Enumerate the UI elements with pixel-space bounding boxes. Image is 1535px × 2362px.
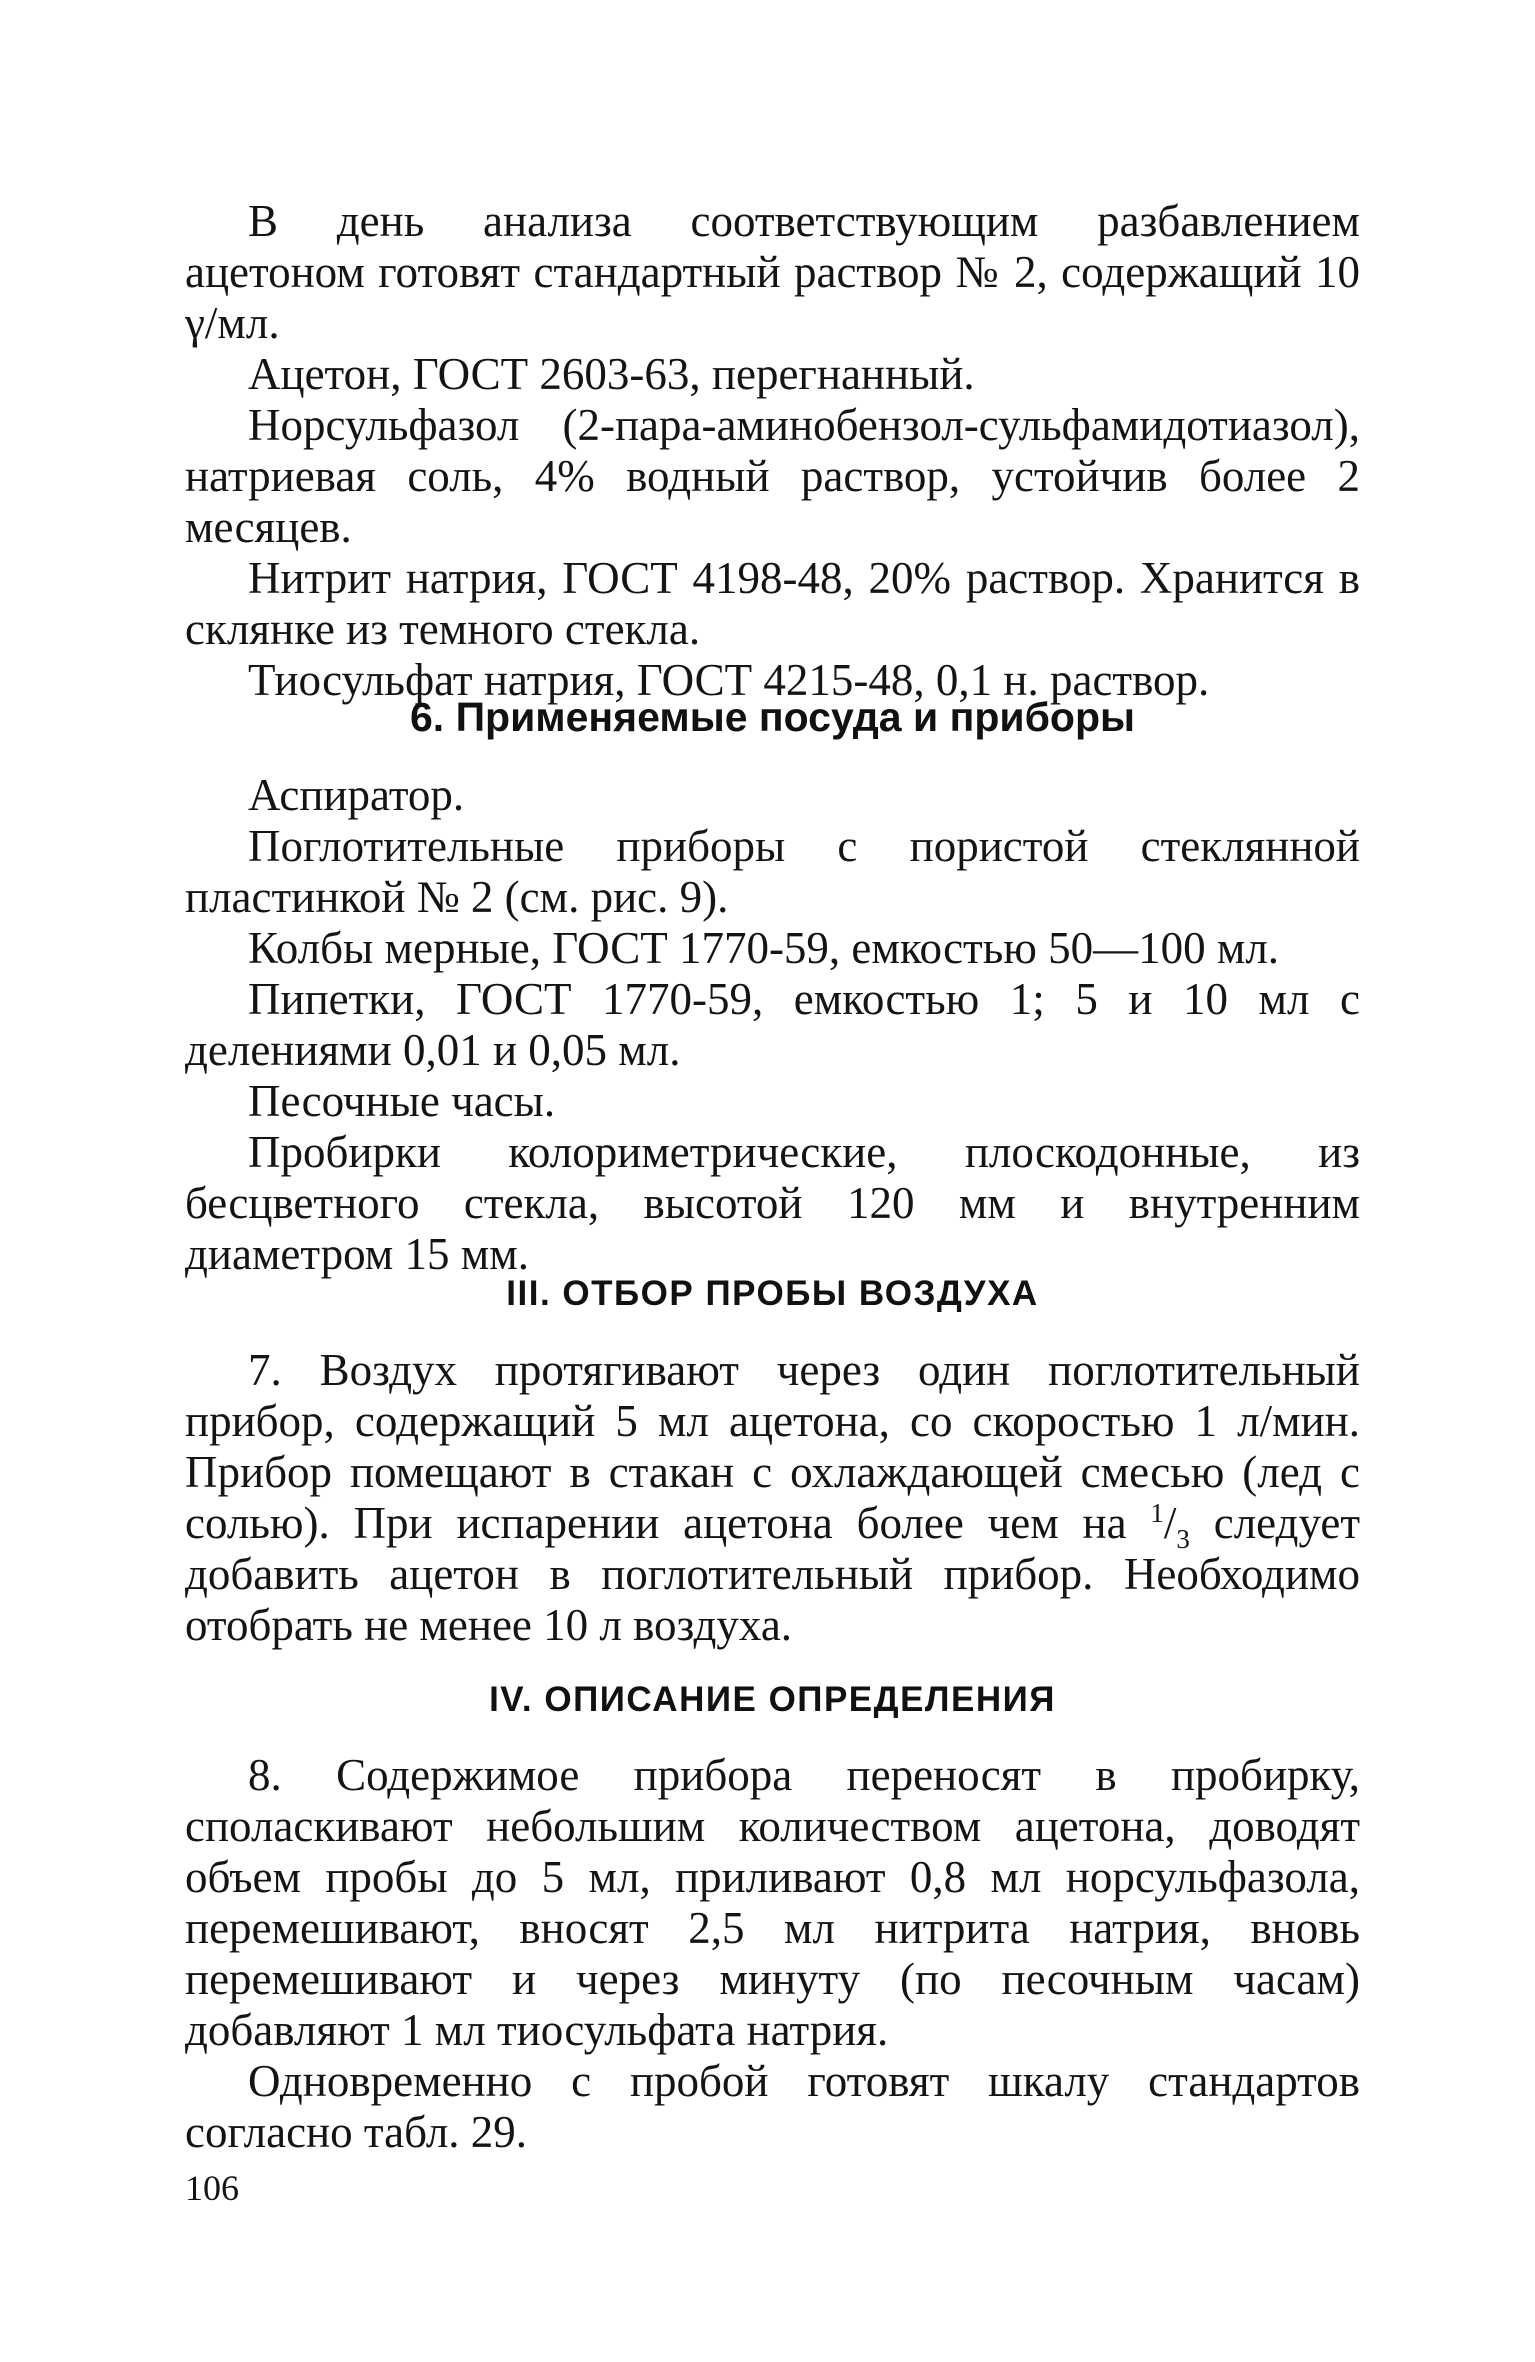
equipment-item: Пробирки колориметрические, плоскодонные, из бесцветного стекла, высотой 120 мм и внутренним диаметром 15 мм. <box>185 1127 1360 1279</box>
fraction-denominator: 3 <box>1176 1524 1190 1554</box>
paragraph-sodium-nitrite: Нитрит натрия, ГОСТ 4198-48, 20% раствор. Хранится в склянке из темного стекла. <box>185 553 1360 654</box>
section-4-heading-wrap <box>185 1678 1360 1722</box>
reagents-block <box>185 196 1360 706</box>
air-sampling-block <box>185 1345 1360 1651</box>
section-4-heading: IV. ОПИСАНИЕ ОПРЕДЕЛЕНИЯ <box>489 1680 1056 1719</box>
equipment-item: Пипетки, ГОСТ 1770-59, емкостью 1; 5 и 10 мл с делениями 0,01 и 0,05 мл. <box>185 974 1360 1075</box>
section-6-heading-wrap <box>185 693 1360 741</box>
fraction-numerator: 1 <box>1150 1498 1164 1528</box>
equipment-list <box>185 770 1360 1280</box>
paragraph-7: 7. Воздух протягивают через один поглотительный прибор, содержащий 5 мл ацетона, со скоростью 1 л/мин. Прибор помещают в стакан с охлаждающей смесью (лед с солью). При испарении ацетона более чем на $^1/_3$ следует добавить ацетон в поглотительный прибор. Необходимо отобрать не менее 10 л воздуха. <box>185 1345 1360 1650</box>
equipment-item: Аспиратор. <box>248 770 465 820</box>
page-number: 106 <box>185 2168 239 2208</box>
equipment-item: Песочные часы. <box>248 1076 556 1126</box>
determination-block <box>185 1750 1360 2158</box>
paragraph-7-text-a: 7. Воздух протягивают через один поглотительный прибор, содержащий 5 мл ацетона, со скоростью 1 л/мин. Прибор помещают в стакан с охлаждающей смесью (лед с солью). При испарении ацетона более чем на <box>185 1345 1360 1548</box>
paragraph-standard-solution-2: В день анализа соответствующим разбавлением ацетоном готовят стандартный раствор № 2, содержащий 10 γ/мл. <box>185 196 1360 348</box>
paragraph-8: 8. Содержимое прибора переносят в пробирку, споласкивают небольшим количеством ацетона, доводят объем пробы до 5 мл, приливают 0,8 мл норсульфазола, перемешивают, вносят 2,5 мл нитрита натрия, вновь перемешивают и через минуту (по песочным часам) добавляют 1 мл тиосульфата натрия. <box>185 1750 1360 2055</box>
paragraph-norsulfazol: Норсульфазол (2-пара-аминобензол-сульфамидотиазол), натриевая соль, 4% водный раствор, устойчив более 2 месяцев. <box>185 400 1360 552</box>
paragraph-7-text-b: следует добавить ацетон в поглотительный прибор. Необходимо отобрать не менее 10 л воздуха. <box>185 1498 1360 1650</box>
section-3-heading-wrap <box>185 1272 1360 1316</box>
paragraph-acetone: Ацетон, ГОСТ 2603-63, перегнанный. <box>248 349 975 399</box>
section-6-heading: 6. Применяемые посуда и приборы <box>409 694 1136 740</box>
section-3-heading: III. ОТБОР ПРОБЫ ВОЗДУХА <box>506 1274 1039 1313</box>
equipment-item: Колбы мерные, ГОСТ 1770-59, емкостью 50—100 мл. <box>248 923 1280 973</box>
paragraph-sodium-thiosulfate: Тиосульфат натрия, ГОСТ 4215-48, 0,1 н. раствор. <box>248 655 1210 705</box>
paragraph-standards-scale: Одновременно с пробой готовят шкалу стандартов согласно табл. 29. <box>185 2056 1360 2157</box>
equipment-item: Поглотительные приборы с пористой стеклянной пластинкой № 2 (см. рис. 9). <box>185 821 1360 922</box>
